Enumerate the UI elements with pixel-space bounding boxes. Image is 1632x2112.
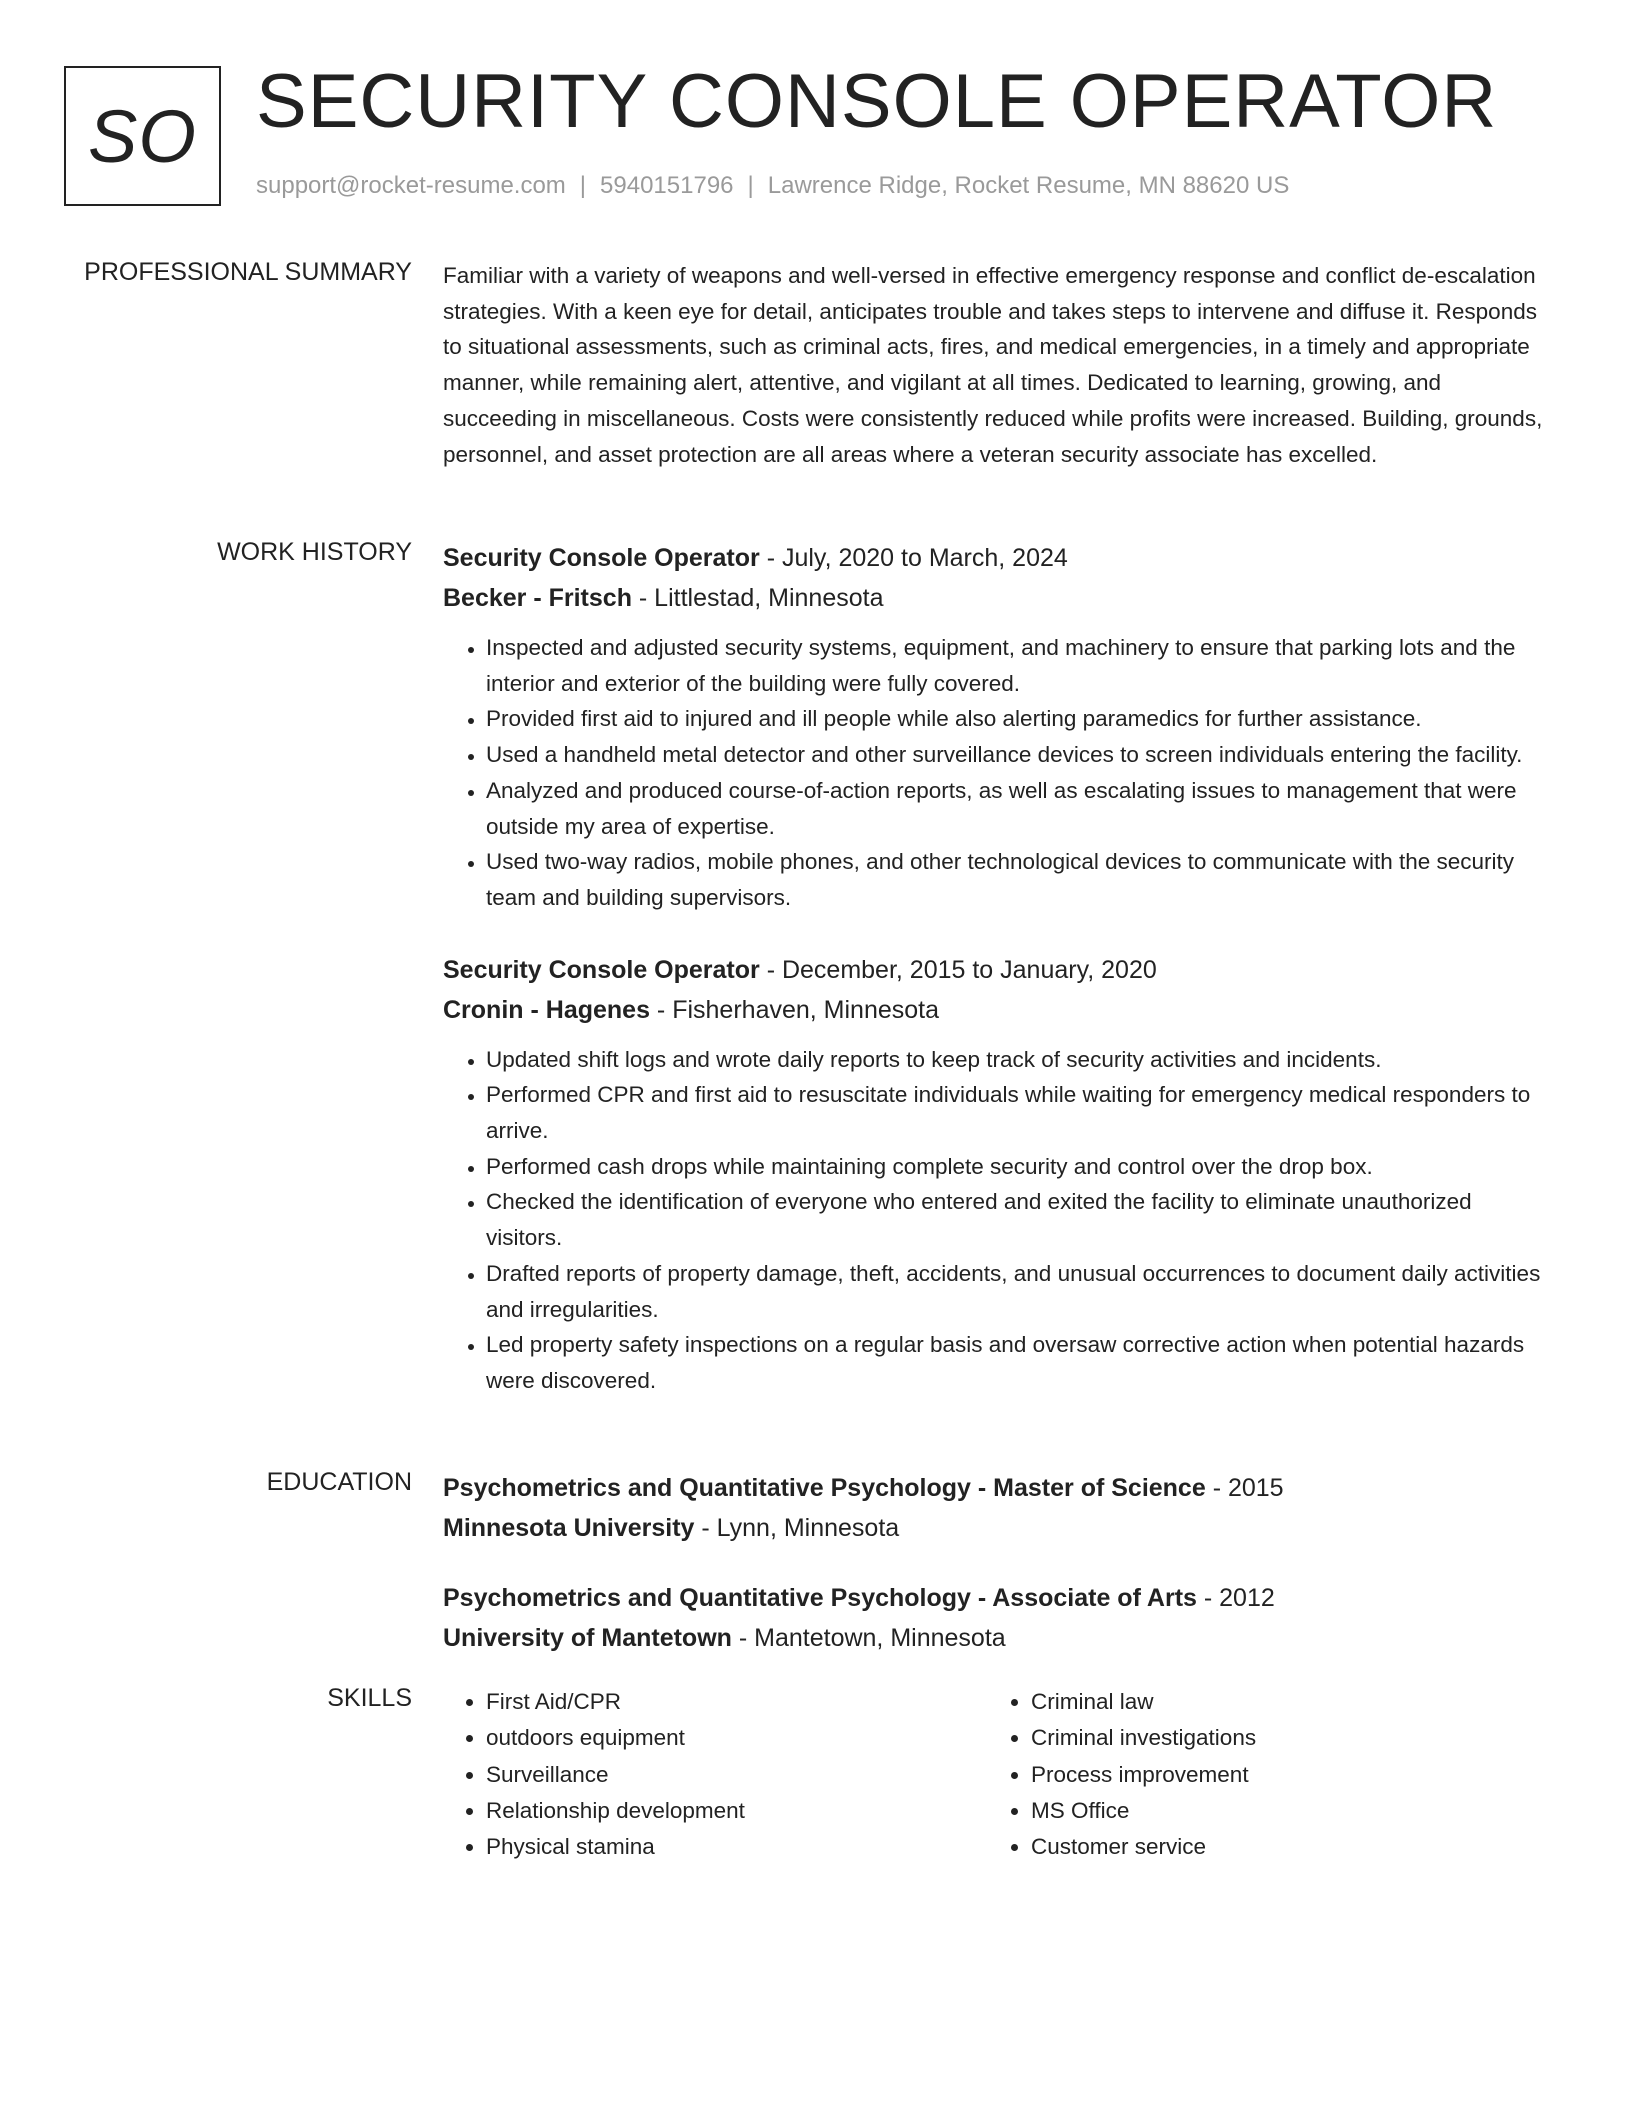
skill-item: • Criminal law: [1031, 1684, 1533, 1720]
job-bullet: • Provided first aid to injured and ill people while also alerting paramedics for further assistance.: [486, 701, 1543, 737]
monogram-initials: SO: [88, 94, 197, 178]
contact-separator: |: [747, 172, 754, 199]
job-dates: - December, 2015 to January, 2020: [759, 955, 1157, 984]
job-entry: [443, 950, 1543, 1399]
section-heading-skills: SKILLS: [327, 1684, 412, 1712]
skill-item: • outdoors equipment: [486, 1720, 988, 1756]
summary-text: Familiar with a variety of weapons and well-versed in effective emergency response and conflict de-escalation strategies. With a keen eye for detail, anticipates trouble and takes steps to intervene and diffuse it. Responds to situational assessments, such as criminal acts, fires, and medical emergencies, in a timely and appropriate manner, while remaining alert, attentive, and vigilant at all times. Dedicated to learning, growing, and succeeding in miscellaneous. Costs were consistently reduced while profits were increased. Building, grounds, personnel, and asset protection are all areas where a veteran security associate has excelled.: [443, 263, 1543, 467]
job-bullets: [443, 630, 1543, 916]
education-entry: [443, 1468, 1543, 1548]
job-bullet: • Analyzed and produced course-of-action reports, as well as escalating issues to management that were outside my area of expertise.: [486, 773, 1543, 844]
education-location: - Mantetown, Minnesota: [731, 1624, 1006, 1652]
job-bullet: • Updated shift logs and wrote daily reports to keep track of security activities and incidents.: [486, 1042, 1543, 1078]
skill-item: • Physical stamina: [486, 1829, 988, 1865]
skill-item: • Process improvement: [1031, 1757, 1533, 1793]
job-title: Security Console Operator: [443, 955, 760, 984]
job-dates: - July, 2020 to March, 2024: [759, 544, 1068, 572]
job-bullet: • Performed CPR and first aid to resuscitate individuals while waiting for emergency medical responders to arrive.: [486, 1077, 1543, 1148]
education-degree: Psychometrics and Quantitative Psychology - Master of Science: [443, 1474, 1206, 1502]
job-bullet: • Used a handheld metal detector and other surveillance devices to screen individuals entering the facility.: [486, 737, 1543, 773]
education-degree: Psychometrics and Quantitative Psychology - Associate of Arts: [443, 1584, 1197, 1612]
job-company: Cronin - Hagenes: [443, 995, 650, 1024]
skills-column-left: [443, 1684, 988, 1865]
job-bullets: [443, 1042, 1543, 1399]
job-bullet: • Performed cash drops while maintaining complete security and control over the drop box.: [486, 1149, 1543, 1185]
education-entry: [443, 1578, 1543, 1658]
job-entry: [443, 538, 1543, 916]
skill-item: • Criminal investigations: [1031, 1720, 1533, 1756]
contact-email: support@rocket-resume.com: [256, 172, 566, 199]
job-location: - Littlestad, Minnesota: [631, 584, 884, 612]
job-bullet: • Used two-way radios, mobile phones, and other technological devices to communicate with the security team and building supervisors.: [486, 844, 1543, 915]
job-bullet: • Drafted reports of property damage, theft, accidents, and unusual occurrences to document daily activities and irregularities.: [486, 1256, 1543, 1327]
education-year: - 2012: [1196, 1584, 1275, 1612]
contact-line: [256, 172, 1289, 200]
skill-item: • Customer service: [1031, 1829, 1533, 1865]
monogram-box: [64, 66, 221, 206]
job-title: Security Console Operator: [443, 544, 760, 572]
skills-grid: [443, 1684, 1543, 1865]
education-location: - Lynn, Minnesota: [694, 1514, 900, 1542]
job-bullet: • Checked the identification of everyone who entered and exited the facility to eliminate unauthorized visitors.: [486, 1184, 1543, 1255]
job-company: Becker - Fritsch: [443, 584, 632, 612]
contact-separator: |: [579, 172, 587, 199]
contact-phone: 5940151796: [600, 172, 734, 199]
contact-address: Lawrence Ridge, Rocket Resume, MN 88620 US: [767, 172, 1290, 199]
section-heading-education: EDUCATION: [266, 1468, 412, 1496]
skill-item: • MS Office: [1031, 1793, 1533, 1829]
job-bullet: • Led property safety inspections on a regular basis and oversaw corrective action when potential hazards were discovered.: [486, 1327, 1543, 1398]
education-school: Minnesota University: [443, 1514, 695, 1542]
skill-item: • First Aid/CPR: [486, 1684, 988, 1720]
job-bullet: • Inspected and adjusted security systems, equipment, and machinery to ensure that parking lots and the interior and exterior of the building were fully covered.: [486, 630, 1543, 701]
skill-item: • Surveillance: [486, 1757, 988, 1793]
section-heading-summary: PROFESSIONAL SUMMARY: [84, 258, 412, 286]
education-year: - 2015: [1205, 1474, 1284, 1502]
candidate-name: SECURITY CONSOLE OPERATOR: [256, 59, 1498, 144]
job-location: - Fisherhaven, Minnesota: [649, 995, 940, 1024]
education-school: University of Mantetown: [443, 1624, 732, 1652]
skills-column-right: [988, 1684, 1533, 1865]
section-heading-work-history: WORK HISTORY: [217, 538, 412, 566]
skill-item: • Relationship development: [486, 1793, 988, 1829]
